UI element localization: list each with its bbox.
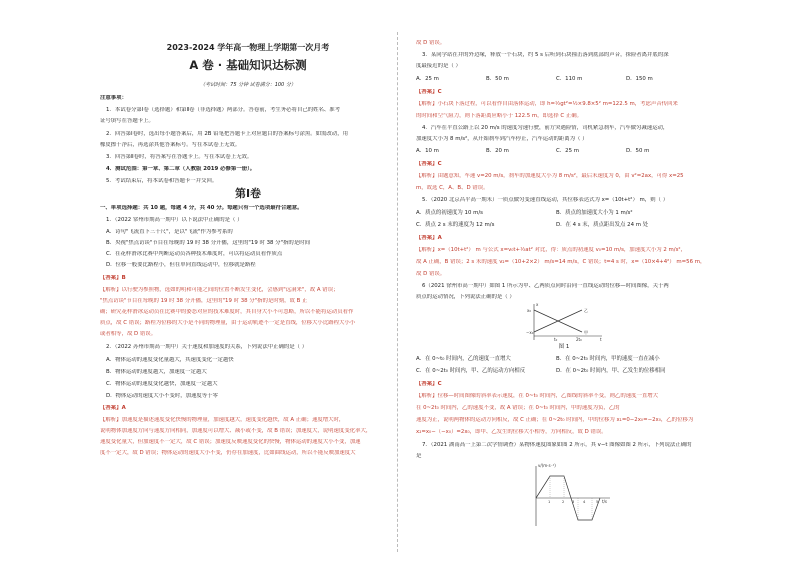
section-title: 第Ⅰ卷 [234, 187, 262, 200]
tick-label: x₀ [527, 308, 531, 313]
option: C．在花样滑冰比赛中判断运动员各种技术难度时，可以将运动员看作质点 [106, 251, 283, 257]
vt-graph [528, 462, 614, 528]
note-line: 3．回答第Ⅱ卷时，将答案写在答题卡上。写在本试卷上无效。 [106, 154, 253, 160]
explanation-line: m，故选 C，A、B、D 错误。 [416, 185, 489, 191]
question-stem: 3．某同学站在井的外边缘，释放一个石块，约 5 s 后听到石块撞击落到底部的声音，探险者离井底的深 [422, 52, 669, 58]
option: A．质点的初速度为 10 m/s [416, 210, 483, 216]
answer: 【答案】A [100, 405, 126, 411]
question-stem: 4．汽车在平直公路上以 20 m/s 的速度匀速行驶，前方突遇险情，司机紧急刹车，汽车做匀减速运动， [422, 125, 669, 131]
axis-label: t/s [602, 499, 607, 504]
option: A．10 m [416, 148, 439, 154]
option: D．在 0~2t₀ 时间内，甲、乙发生的位移相同 [556, 368, 666, 374]
answer: 【答案】C [416, 381, 442, 387]
option: D．物体运动的速度大小不变时，加速度等于零 [106, 393, 218, 399]
option: A．诗句"飞流直下三千尺"，是以"飞流"作为参考系的 [106, 229, 233, 235]
notes-heading: 注意事项： [100, 95, 127, 101]
option: B．20 m [486, 148, 509, 154]
tick-label: 乙 [584, 308, 588, 313]
option: A．25 m [416, 76, 439, 82]
option: C．25 m [556, 148, 579, 154]
option: A．在 0~t₀ 时间内，乙的速度一直增大 [416, 356, 511, 362]
question-stem: 是 [416, 453, 422, 459]
section-heading: 一、单项选择题：共 10 题，每题 4 分，共 40 分。每题只有一个选项最符合题意。 [100, 205, 303, 211]
option: D．50 m [626, 148, 650, 154]
question-stem: 2．（2022 苏州市期高一期中）关于速度和加速度的关系，下列说法中正确的是（ ） [106, 344, 308, 350]
note-line: 2．回答第Ⅰ卷时，选出每小题答案后，用 2B 铅笔把答题卡上对应题目的答案标号涂黑。如需改动，用 [106, 131, 348, 137]
question-stem: 5．（2020 北京昌平高一期末）一质点做匀变速直线运动，其位移表达式为 x=（10t+t²） m，则（ ） [422, 197, 669, 203]
tick-label: t₀ [554, 337, 558, 342]
options-row [416, 368, 712, 376]
tick-label: 5 [596, 500, 599, 504]
note-line: 证号填写在答题卡上。 [100, 118, 154, 124]
question-stem: 质点的运动情况，下列说法正确的是（ ） [416, 294, 515, 300]
axis-label: x [536, 302, 539, 307]
note-line: 4．测试范围：第一章、第二章（人教版 2019 必修第一册）。 [106, 166, 256, 172]
explanation-line: 或者相等，故 D 错误。 [100, 331, 157, 337]
explanation-line: 【解析】位移—时间图像的斜率表示速度，在 0~t₀ 时间内，乙图线的斜率不变，则乙的速度一直增大 [416, 393, 659, 399]
explanation-line: x₂=x₀−（−x₀）=2x₀，即甲、乙发生的位移大小相等，方向相反，故 D 错误。 [416, 429, 607, 435]
tick-label: −x₀ [526, 330, 534, 335]
tick-label: 2 [562, 500, 565, 504]
tick-label: 3 [572, 500, 575, 504]
option: D．150 m [626, 76, 653, 82]
axis-label: t [600, 337, 602, 342]
tick-label: 4 [583, 500, 586, 504]
explanation-line: 故 D 错误。 [416, 271, 446, 277]
explanation-line: 【解析】以行驶为参照物，选如的明和可能之间的位置不断发生变化，会感到"远洞来"，故 A 错误； [100, 287, 339, 293]
options-row [416, 76, 712, 84]
option: C．质点 2 s 末的速度为 12 m/s [416, 222, 495, 228]
answer: 【答案】C [416, 89, 442, 95]
tick-label: 1 [548, 500, 551, 504]
axis-label: v/(m·s⁻¹) [538, 463, 556, 468]
explanation-line: 【解析】加速度是描述速度变化快慢的物理量，加速度越大，速度变化越快，故 A 正确；速度增大时， [100, 417, 345, 423]
option: C．110 m [556, 76, 583, 82]
question-stem: 度最接近的是（ ） [416, 63, 461, 69]
question-stem: 1．（2022 常州市期高一期中）以下说法中正确的是（ ） [106, 217, 243, 223]
option: B．在 0~2t₀ 时间内，甲的速度一直在减小 [556, 356, 660, 362]
explanation-line: 速度变化量大，但加速度不一定大，故 C 错误；加速度反映速度变化的快慢，物体运动的速度大小不变，加速 [100, 439, 361, 445]
options-row [416, 210, 712, 218]
answer: 【答案】A [416, 235, 442, 241]
option: B．质点的加速度大小为 1 m/s² [556, 210, 633, 216]
options-row [416, 356, 712, 364]
explanation-line: 质点，故 C 错误；路程为位移的大小是不同的物理量，由于运动轨迹不一定是直线，位移大小比路程大小小 [100, 320, 356, 326]
option: B．央视"焦点访谈"节目在每晚的 19 时 38 分开播，这里的"19 时 38 分"指的是时间 [106, 240, 310, 246]
options-row [416, 148, 712, 156]
header-title: 2023-2024 学年高一物理上学期第一次月考 [166, 43, 330, 52]
note-line: 1．本试卷分第Ⅰ卷（选择题）和第Ⅱ卷（非选择题）两部分。答卷前，考生务必将自己的姓名、准考 [106, 107, 341, 113]
explanation-line: "焦点访谈"节目在每晚的 19 时 38 分开播，这里的"19 时 38 分"指的是时刻，故 B 正 [100, 298, 308, 304]
volume-title: A 卷 · 基础知识达标测 [189, 58, 307, 72]
option: C．物体运动的速度变化越快，加速度一定越大 [106, 381, 218, 387]
tick-label: 甲 [584, 330, 588, 335]
note-line: 5．考试结束后，将本试卷和答题卡一并交回。 [106, 178, 218, 184]
question-stem: 6（2021 徐州市高一期中）如图 1 所示为甲、乙两质点同时沿同一直线运动的位移—时间图像，关于两 [422, 283, 669, 289]
explanation-line: 【解析】由题意知，车速 v=20 m/s，刹车的加速度大小为 8 m/s²，最后末速度为 0，由 v²=2ax，可得 x=25 [416, 173, 684, 179]
option: A．物体运动的速度变化量越大，其速度变化一定越快 [106, 357, 234, 363]
continued-note: 故 D 错误。 [416, 40, 446, 46]
explanation-line: 【解析】x=（10t+t²） m 与公式 x=v₀t+½at² 对比，得：质点的初速度 v₀=10 m/s，加速度大小为 2 m/s²， [416, 247, 686, 253]
question-stem: 7．（2021 湖南高一上第二次学情调查）某物体速度图象如图 2 所示，其 v−t 图像如图 2 所示，下列说法正确的 [422, 442, 692, 448]
figure-label: 图 1 [558, 344, 570, 350]
explanation-line: 的时间和空气阻力，则下落距离应略小于 122.5 m，即选择 C 正确。 [416, 113, 583, 119]
option: B．物体运动的速度越大，加速度一定越大 [106, 369, 207, 375]
options-row [416, 222, 712, 230]
explanation-line: 确；研究花样滑冰运动员在比赛中的姿态对应的技术难度时，其自身大小不可忽略，所以不能将运动员看作 [100, 309, 354, 315]
exam-info: （考试时间：75 分钟 试卷满分：100 分） [200, 82, 296, 88]
note-line: 橡皮擦干净后，再选涂其他答案标号。写在本试卷上无效。 [100, 142, 241, 148]
option: D．位移一般要比路程小，但在单向直线运动中，位移就是路程 [106, 262, 256, 268]
explanation-line: 度不一定大，故 D 错误；物体运动的速度大小不变，仍存在加速度，比如曲线运动，所以不能反映加速度大 [100, 450, 356, 456]
answer: 【答案】B [100, 275, 126, 281]
explanation-line: 在 0~2t₀ 时间内，乙的速度不变，故 A 错误；在 0~t₀ 时间内，甲的速度为负，乙的 [416, 405, 620, 411]
explanation-line: 说明物体加速度方向与速度方向相同，加速度可以增大、减小或不变，故 B 错误；加速度大，说明速度变化率大， [100, 428, 372, 434]
option: D．在 4 s 末，质点距出发点 24 m 处 [556, 222, 649, 228]
explanation-line: 故 A 正确，B 错误；2 s 末的速度 v₂=（10+2×2） m/s=14 m/s，C 错误；t=4 s 时，x=（10×4+4²） m=56 m， [416, 259, 706, 265]
option: B．50 m [486, 76, 509, 82]
answer: 【答案】C [416, 161, 442, 167]
question-stem: 加速度大小为 8 m/s²，从开始刹车到汽车停止，汽车运动的距离为（ ） [416, 136, 588, 142]
xt-graph [526, 302, 606, 342]
explanation-line: 速度为正，说明两物体的运动方向相反，故 C 正确；在 0~2t₀ 时间内，甲的位移为 x₁=0−2x₀=−2x₀，乙的位移为 [416, 417, 694, 423]
tick-label: 2t₀ [576, 337, 582, 342]
option: C．在 0~2t₀ 时间内，甲、乙的运动方向相反 [416, 368, 526, 374]
explanation-line: 【解析】小石块下落过程，可以看作自由落体运动，即 h=½gt²=½×9.8×5² m=122.5 m，考虑声音传回来 [416, 101, 678, 107]
